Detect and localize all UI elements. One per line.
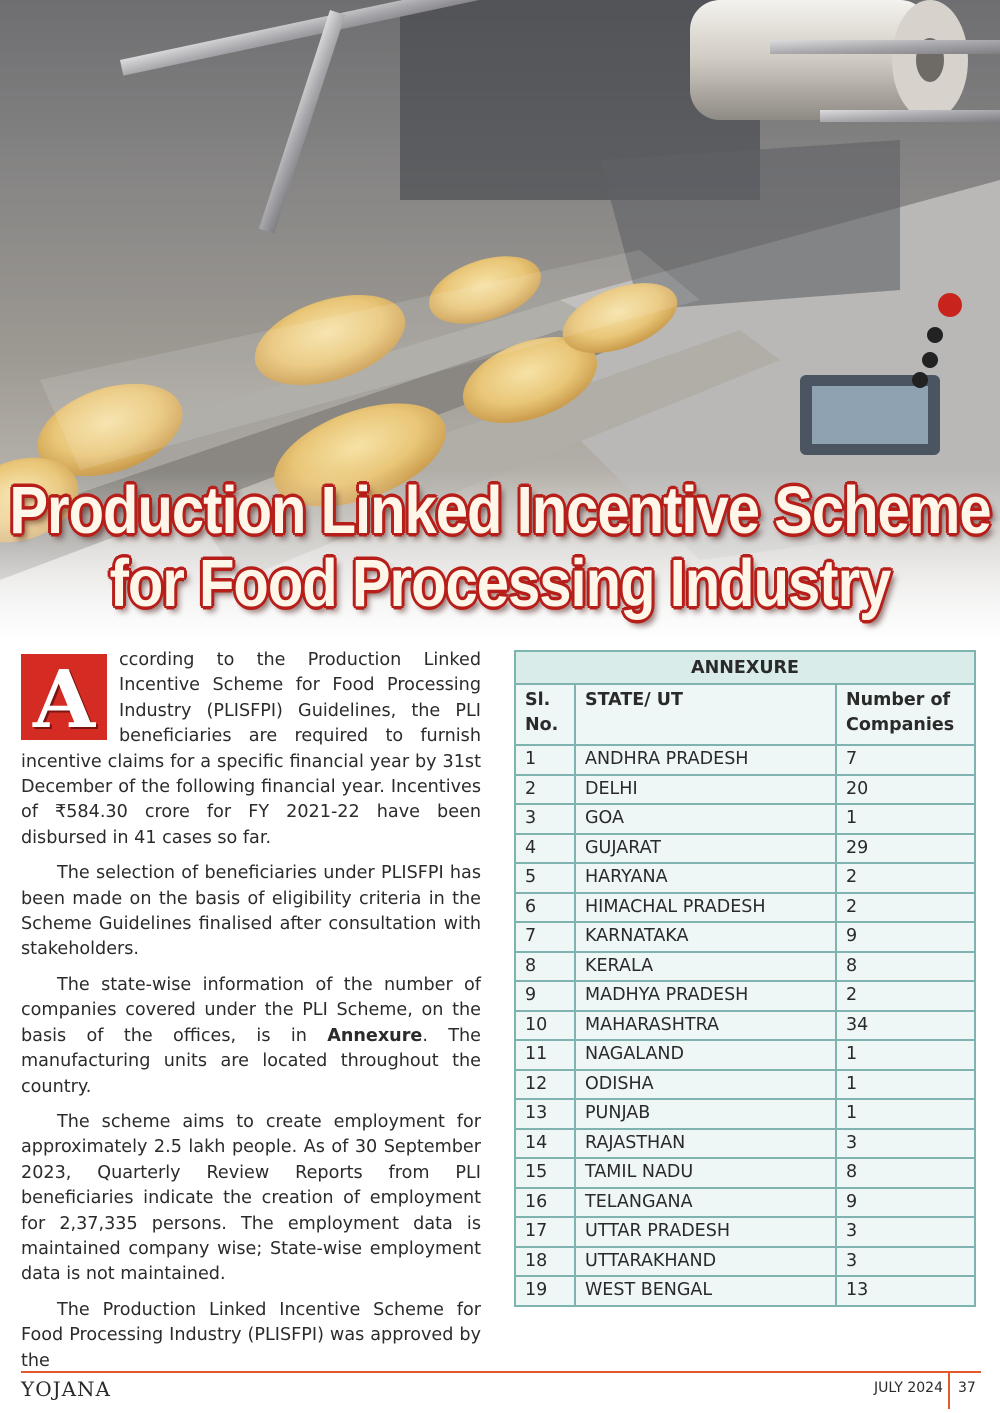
cell-sl-no: 4	[515, 834, 575, 864]
issue-date: JULY 2024	[874, 1380, 943, 1396]
header-number-of-companies: Number of Companies	[836, 684, 975, 745]
article-paragraph-3	[21, 973, 481, 1100]
cell-number-of-companies: 8	[836, 952, 975, 982]
table-row	[515, 775, 975, 805]
cell-sl-no: 19	[515, 1276, 575, 1306]
cell-sl-no: 18	[515, 1247, 575, 1277]
table-row	[515, 1188, 975, 1218]
cell-number-of-companies: 1	[836, 1099, 975, 1129]
cell-sl-no: 17	[515, 1217, 575, 1247]
article-title-line1: Production Linked Incentive Scheme	[9, 473, 991, 548]
table-row	[515, 952, 975, 982]
table-row	[515, 1070, 975, 1100]
cell-number-of-companies: 34	[836, 1011, 975, 1041]
cell-sl-no: 5	[515, 863, 575, 893]
cell-sl-no: 13	[515, 1099, 575, 1129]
table-row	[515, 1040, 975, 1070]
cell-state-ut: GUJARAT	[575, 834, 836, 864]
cell-state-ut: DELHI	[575, 775, 836, 805]
cell-number-of-companies: 9	[836, 922, 975, 952]
table-row	[515, 1011, 975, 1041]
table-row	[515, 1158, 975, 1188]
cell-state-ut: KARNATAKA	[575, 922, 836, 952]
annexure-table-body	[515, 745, 975, 1306]
cell-sl-no: 16	[515, 1188, 575, 1218]
cell-number-of-companies: 13	[836, 1276, 975, 1306]
table-row	[515, 863, 975, 893]
magazine-name: YOJANA	[21, 1377, 112, 1401]
article-body	[21, 648, 481, 1384]
cell-sl-no: 3	[515, 804, 575, 834]
cell-number-of-companies: 2	[836, 981, 975, 1011]
paragraph-3-text-before: The state-wise information of the number of companies covered under the PLI Scheme, on the basis of the offices, is in	[21, 974, 481, 1046]
page-number: 37	[958, 1380, 976, 1396]
cell-sl-no: 12	[515, 1070, 575, 1100]
cell-number-of-companies: 29	[836, 834, 975, 864]
cell-state-ut: HIMACHAL PRADESH	[575, 893, 836, 923]
article-paragraph-4: The scheme aims to create employment for approximately 2.5 lakh people. As of 30 September 2023, Quarterly Review Reports from PLI beneficiaries indicate the creation of employment for 2,37,335 persons. The employment data is maintained company wise; State-wise employment data is not maintained.	[21, 1111, 481, 1285]
cell-number-of-companies: 20	[836, 775, 975, 805]
cell-sl-no: 2	[515, 775, 575, 805]
cell-state-ut: MADHYA PRADESH	[575, 981, 836, 1011]
cell-number-of-companies: 1	[836, 804, 975, 834]
cell-state-ut: MAHARASHTRA	[575, 1011, 836, 1041]
cell-number-of-companies: 1	[836, 1040, 975, 1070]
cell-sl-no: 8	[515, 952, 575, 982]
cell-number-of-companies: 8	[836, 1158, 975, 1188]
cell-number-of-companies: 7	[836, 745, 975, 775]
table-row	[515, 804, 975, 834]
cell-state-ut: WEST BENGAL	[575, 1276, 836, 1306]
table-row	[515, 745, 975, 775]
cell-sl-no: 9	[515, 981, 575, 1011]
table-row	[515, 1099, 975, 1129]
cell-number-of-companies: 3	[836, 1217, 975, 1247]
annexure-reference: Annexure	[327, 1025, 423, 1046]
cell-sl-no: 1	[515, 745, 575, 775]
table-row	[515, 1276, 975, 1306]
cell-state-ut: UTTAR PRADESH	[575, 1217, 836, 1247]
table-row	[515, 834, 975, 864]
article-title-line2: for Food Processing Industry	[109, 546, 891, 621]
cell-number-of-companies: 2	[836, 863, 975, 893]
cell-state-ut: ANDHRA PRADESH	[575, 745, 836, 775]
cell-state-ut: GOA	[575, 804, 836, 834]
table-row	[515, 893, 975, 923]
annexure-table	[514, 650, 976, 1307]
article-paragraph-1	[21, 648, 481, 851]
cell-number-of-companies: 3	[836, 1247, 975, 1277]
cell-sl-no: 10	[515, 1011, 575, 1041]
header-state-ut: STATE/ UT	[575, 684, 836, 745]
cell-sl-no: 15	[515, 1158, 575, 1188]
footer-rule	[21, 1371, 981, 1373]
cell-number-of-companies: 2	[836, 893, 975, 923]
cell-state-ut: UTTARAKHAND	[575, 1247, 836, 1277]
cell-sl-no: 11	[515, 1040, 575, 1070]
table-row	[515, 1129, 975, 1159]
drop-cap: A	[21, 654, 107, 740]
paragraph-3-text-after: . The manufacturing units are located throughout the country.	[21, 1025, 481, 1097]
cell-number-of-companies: 9	[836, 1188, 975, 1218]
cell-sl-no: 7	[515, 922, 575, 952]
table-header-row	[515, 684, 975, 745]
table-row	[515, 1217, 975, 1247]
cell-state-ut: RAJASTHAN	[575, 1129, 836, 1159]
cell-number-of-companies: 1	[836, 1070, 975, 1100]
footer-separator	[948, 1373, 950, 1409]
cell-sl-no: 14	[515, 1129, 575, 1159]
table-row	[515, 1247, 975, 1277]
cell-sl-no: 6	[515, 893, 575, 923]
cell-state-ut: ODISHA	[575, 1070, 836, 1100]
table-row	[515, 922, 975, 952]
paragraph-1-text: ccording to the Production Linked Incentive Scheme for Food Processing Industry (PLISFPI) Guidelines, the PLI beneficiaries are required to furnish incentive claims for a specific financial year by 31st December of the following financial year. Incentives of ₹584.30 crore for FY 2021-22 have been disbursed in 41 cases so far.	[21, 650, 481, 848]
cell-state-ut: TELANGANA	[575, 1188, 836, 1218]
article-paragraph-5: The Production Linked Incentive Scheme for Food Processing Industry (PLISFPI) was approved by the	[21, 1299, 481, 1371]
cell-state-ut: KERALA	[575, 952, 836, 982]
cell-state-ut: TAMIL NADU	[575, 1158, 836, 1188]
table-row	[515, 981, 975, 1011]
cell-number-of-companies: 3	[836, 1129, 975, 1159]
cell-state-ut: NAGALAND	[575, 1040, 836, 1070]
annexure-caption: ANNEXURE	[515, 651, 975, 684]
header-sl-no: Sl. No.	[515, 684, 575, 745]
article-paragraph-2: The selection of beneficiaries under PLISFPI has been made on the basis of eligibility criteria in the Scheme Guidelines finalised after consultation with stakeholders.	[21, 863, 481, 960]
cell-state-ut: PUNJAB	[575, 1099, 836, 1129]
cell-state-ut: HARYANA	[575, 863, 836, 893]
